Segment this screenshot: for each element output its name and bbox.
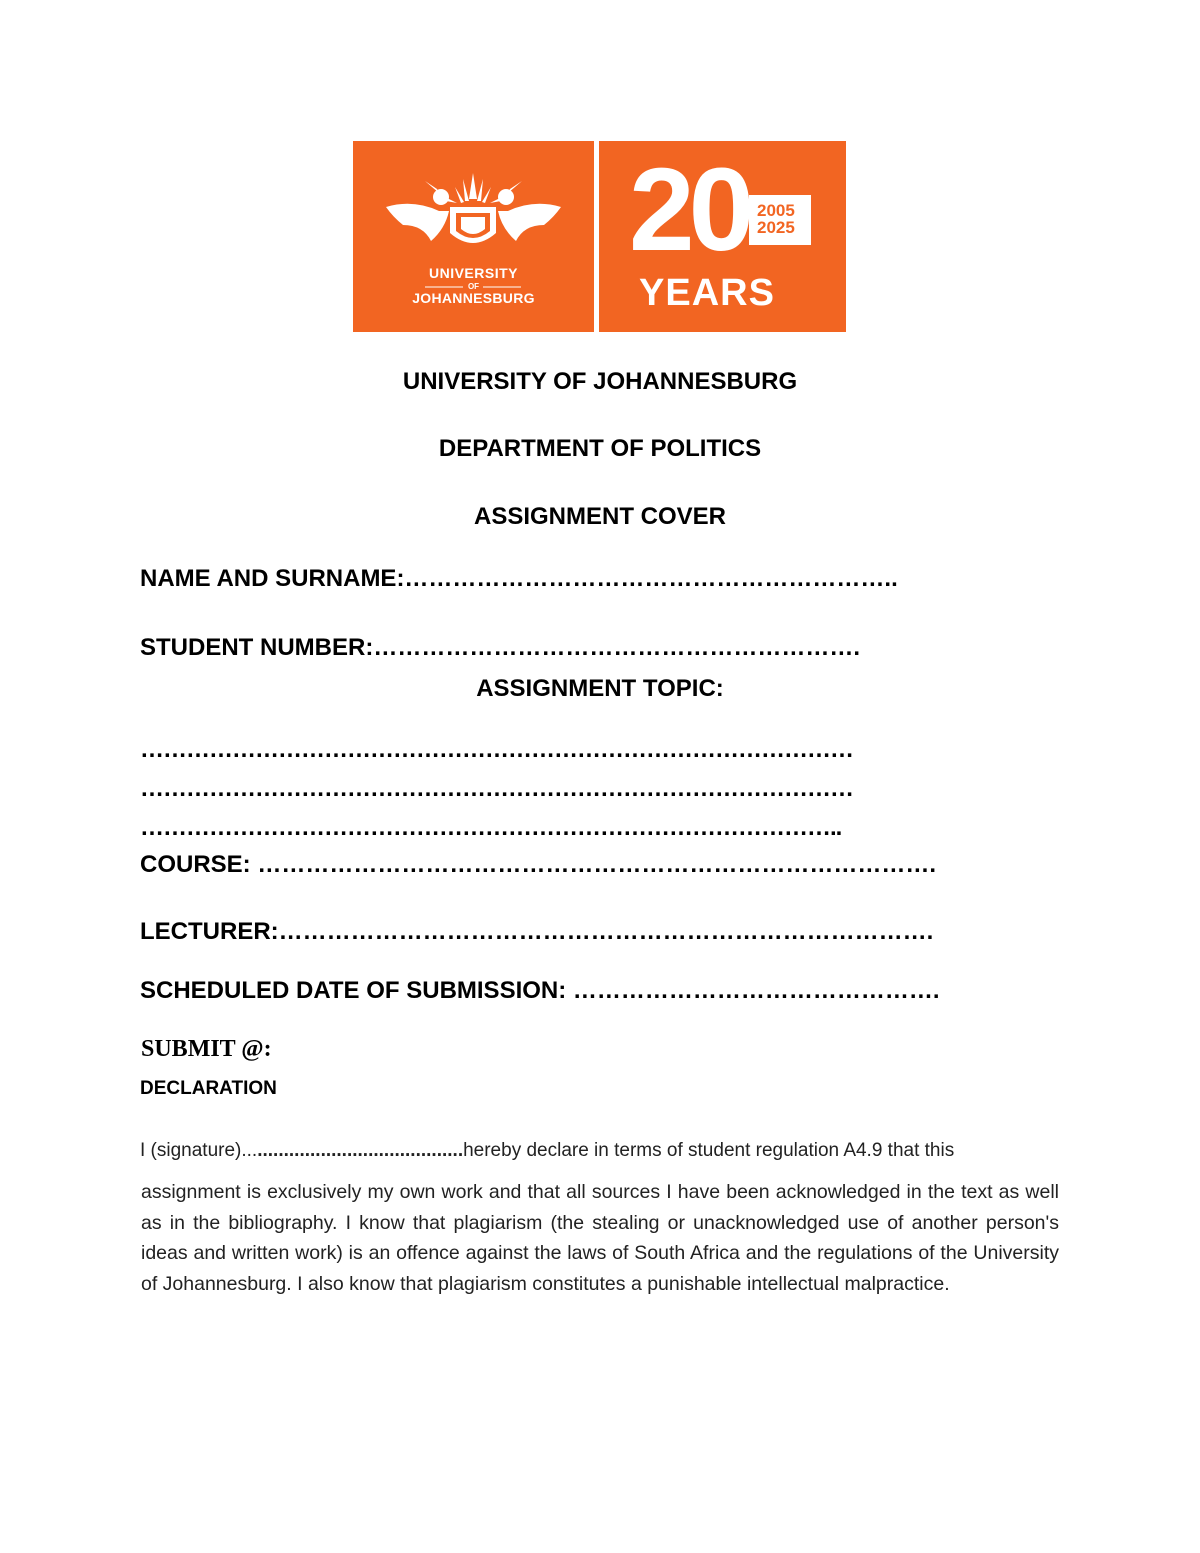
topic-line: ………………………………………………………………………………… [140, 736, 853, 763]
signature-dots: ....................................... [257, 1140, 464, 1161]
year-start: 2005 [757, 201, 795, 220]
university-logo [353, 141, 594, 332]
institution-title: UNIVERSITY OF JOHANNESBURG [402, 368, 798, 395]
course-field: COURSE: …………………………………………………………………………. [140, 851, 937, 878]
anniversary-word: YEARS [639, 272, 775, 314]
declaration-heading: DECLARATION [140, 1078, 277, 1099]
student-number-field: STUDENT NUMBER:……………………………………………………. [140, 634, 860, 661]
topic-line: ……………………………………………………………………………….. [140, 814, 842, 841]
submit-at-field: SUBMIT @: [141, 1036, 272, 1062]
signature-suffix: hereby declare in terms of student regulation A4.9 that this [463, 1140, 955, 1161]
declaration-signature-line [140, 1140, 954, 1162]
anniversary-logo [599, 141, 846, 332]
logo-university-text: UNIVERSITY [428, 265, 518, 281]
logo-banner [353, 141, 846, 332]
topic-line: ………………………………………………………………………………… [140, 775, 853, 802]
declaration-body: assignment is exclusively my own work and that all sources I have been acknowledged in the text as well as in the bibliography. I know that plagiarism (the stealing or unacknowledged use of another person's ideas and written work) is an offence against the laws of South Africa and the regulations of the University of Johannesburg. I also know that plagiarism constitutes a punishable intellectual malpractice. [141, 1181, 1059, 1295]
document-title: ASSIGNMENT COVER [473, 503, 727, 530]
topic-label: ASSIGNMENT TOPIC: [476, 675, 724, 702]
submission-date-field: SCHEDULED DATE OF SUBMISSION: ………………………………………. [140, 977, 940, 1004]
lecturer-field: LECTURER:………………………………………………………………………. [140, 918, 934, 945]
logo-of-text: OF [467, 282, 480, 291]
department-title: DEPARTMENT OF POLITICS [438, 435, 762, 462]
signature-prefix: I (signature)... [140, 1140, 258, 1161]
name-field: NAME AND SURNAME:…………………………………………………….. [140, 565, 898, 592]
anniversary-number: 20 [629, 144, 749, 276]
logo-johannesburg-text: JOHANNESBURG [412, 290, 535, 306]
year-end: 2025 [757, 218, 795, 237]
